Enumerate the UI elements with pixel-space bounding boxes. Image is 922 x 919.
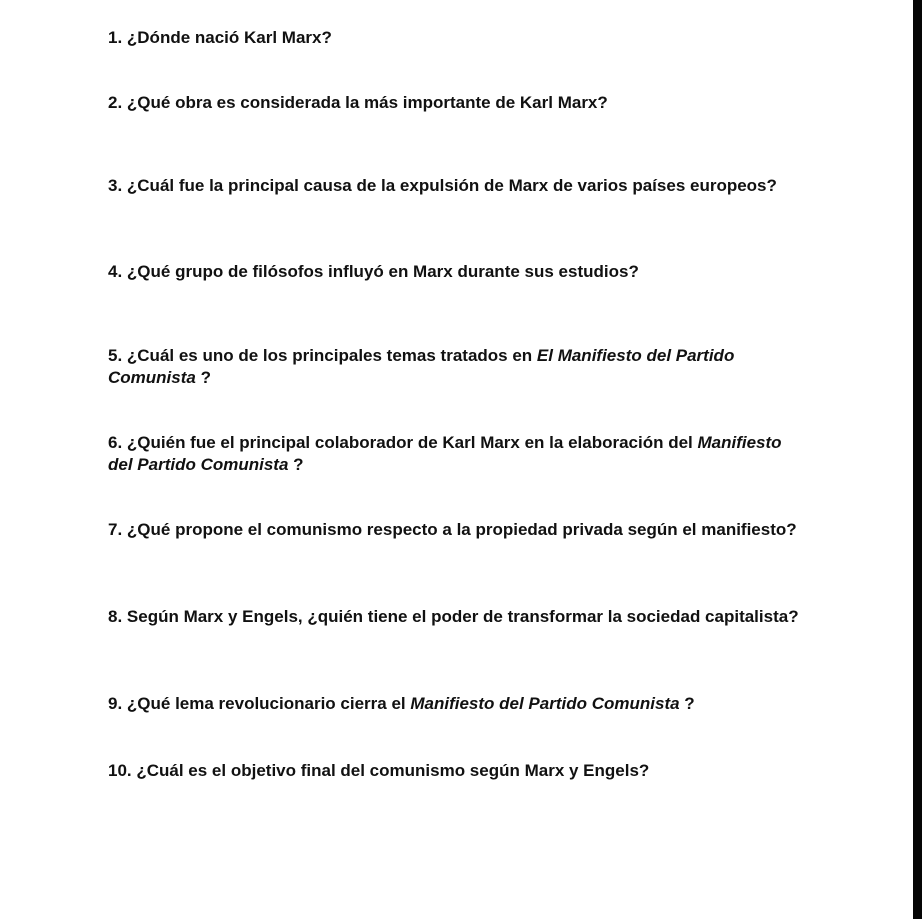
question-8: 8. Según Marx y Engels, ¿quién tiene el poder de transformar la sociedad capitalista? — [108, 607, 799, 626]
question-5-title: El Manifiesto del Partido Comunista — [108, 346, 735, 387]
question-2: 2. ¿Qué obra es considerada la más importante de Karl Marx? — [108, 93, 608, 112]
question-1: 1. ¿Dónde nació Karl Marx? — [108, 28, 332, 47]
question-6 — [108, 432, 808, 476]
question-3: 3. ¿Cuál fue la principal causa de la expulsión de Marx de varios países europeos? — [108, 176, 777, 195]
question-9-title: Manifiesto del Partido Comunista — [410, 694, 680, 713]
question-6-title: Manifiesto del Partido Comunista — [108, 433, 782, 474]
question-4: 4. ¿Qué grupo de filósofos influyó en Marx durante sus estudios? — [108, 262, 639, 281]
question-9-end: ? — [679, 694, 695, 713]
question-10: 10. ¿Cuál es el objetivo final del comunismo según Marx y Engels? — [108, 761, 650, 780]
question-9-text: 9. ¿Qué lema revolucionario cierra el — [108, 694, 411, 713]
page-edge-border — [913, 0, 922, 919]
question-5 — [108, 345, 808, 389]
question-7: 7. ¿Qué propone el comunismo respecto a la propiedad privada según el manifiesto? — [108, 520, 797, 539]
question-6-text: 6. ¿Quién fue el principal colaborador de Karl Marx en la elaboración del — [108, 433, 698, 452]
question-5-end: ? — [195, 368, 211, 387]
question-9 — [108, 693, 808, 715]
question-5-text: 5. ¿Cuál es uno de los principales temas tratados en — [108, 346, 537, 365]
question-6-end: ? — [288, 455, 304, 474]
